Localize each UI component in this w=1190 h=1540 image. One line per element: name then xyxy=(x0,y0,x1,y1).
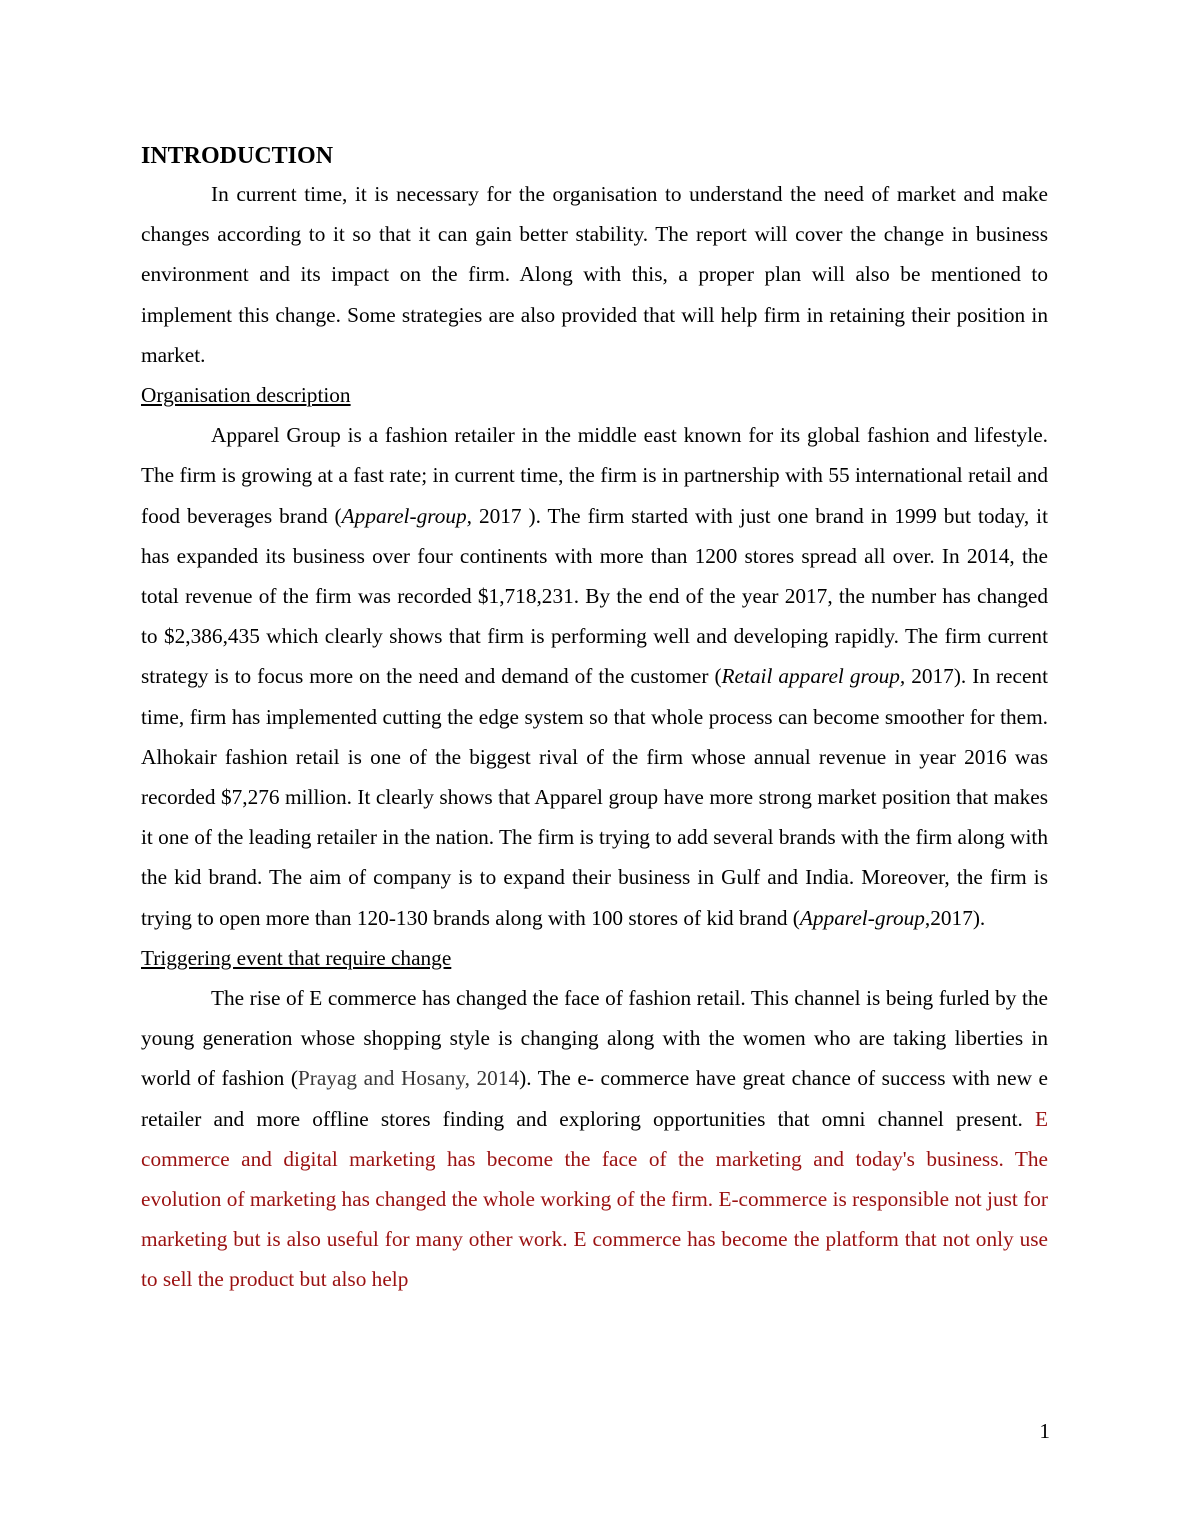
citation: Apparel-group xyxy=(799,905,925,930)
page-number: 1 xyxy=(1039,1419,1050,1443)
text-run: ,2017). xyxy=(924,905,986,930)
citation: Retail apparel group, xyxy=(721,664,906,689)
text-run: 2017). In recent time, firm has implemented cutting the edge system so that whole process can become smoother for them. Alhokair fashion retail is one of the biggest rival of the firm whose annual revenue in year 2016 was recorded $7,276 million. It clearly shows that Apparel group have more strong market position that makes it one of the leading retailer in the nation. The firm is trying to add several brands with the firm along with the kid brand. The aim of company is to expand their business in Gulf and India. Moreover, the firm is trying to open more than 120-130 brands along with 100 stores of kid brand ( xyxy=(141,664,1048,930)
org-description-heading xyxy=(141,375,1048,415)
text-run: Apparel Group is a fashion retailer in the middle east known for its global fashion and lifestyle. The firm is growing at a fast rate; in current time, the firm is in partnership with 55 international retail and food beverages brand ( xyxy=(141,423,1048,528)
triggering-event-paragraph xyxy=(141,978,1048,1300)
text-run: The rise of E commerce has changed the face of fashion retail. This channel is being furled by the young generation whose shopping style is changing along with the women who are taking liberties in world of fashion ( xyxy=(141,986,1048,1091)
triggering-event-title: Triggering event that require change xyxy=(141,945,452,970)
citation: Apparel-group, xyxy=(341,503,472,528)
text-run: 2017 ). The firm started with just one brand in 1999 but today, it has expanded its business over four continents with more than 1200 stores spread all over. In 2014, the total revenue of the firm was recorded $1,718,231. By the end of the year 2017, the number has changed to $2,386,435 which clearly shows that firm is performing well and developing rapidly. The firm current strategy is to focus more on the need and demand of the customer ( xyxy=(141,503,1048,689)
highlighted-text: E commerce and digital marketing has become the face of the marketing and today's business. The evolution of marketing has changed the whole working of the firm. E-commerce is responsible not just for marketing but is also useful for many other work. E commerce has become the platform that not only use to sell the product but also help xyxy=(141,1106,1048,1292)
org-description-paragraph xyxy=(141,415,1048,938)
triggering-event-heading xyxy=(141,938,1048,978)
section-heading-introduction: INTRODUCTION xyxy=(141,143,334,169)
citation: Prayag and Hosany, 2014 xyxy=(297,1066,520,1091)
org-description-title: Organisation description xyxy=(141,383,351,408)
text-run: ). The e- commerce have great chance of success with new e retailer and more offline stores finding and exploring opportunities that omni channel present. xyxy=(141,1066,1049,1131)
page-content xyxy=(141,138,1048,1300)
intro-paragraph: In current time, it is necessary for the organisation to understand the need of market and make changes according to it so that it can gain better stability. The report will cover the change in business environment and its impact on the firm. Along with this, a proper plan will also be mentioned to implement this change. Some strategies are also provided that will help firm in retaining their position in market. xyxy=(141,182,1048,367)
